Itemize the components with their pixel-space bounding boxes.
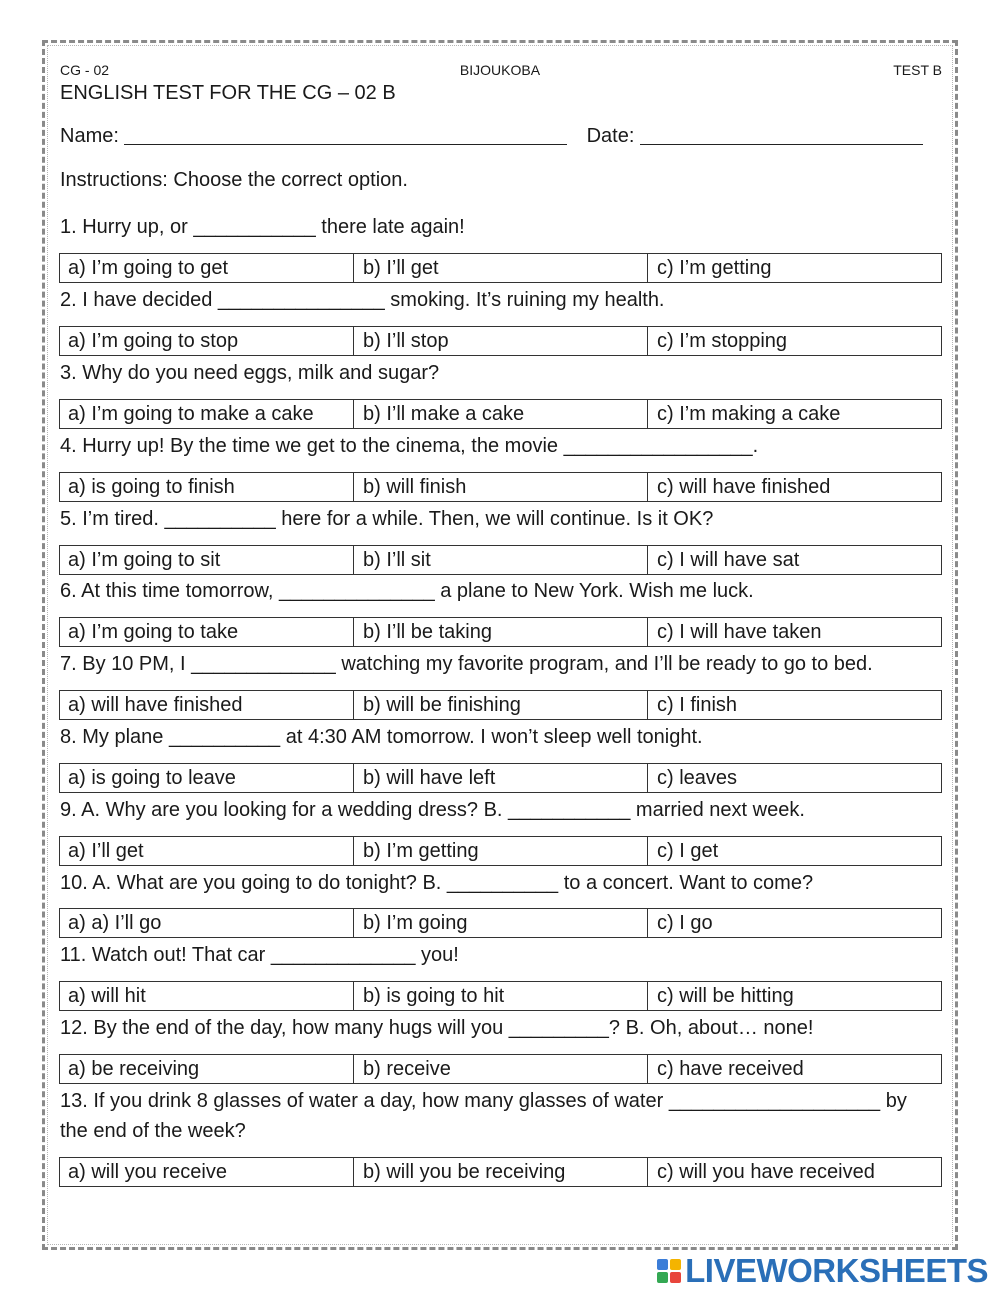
- question-12-option-b[interactable]: b) receive: [354, 1055, 648, 1083]
- question-13-option-b[interactable]: b) will you be receiving: [354, 1158, 648, 1186]
- question-2-options: [59, 326, 942, 356]
- question-2-text: 2. I have decided _______________ smoking. It’s ruining my health.: [60, 289, 665, 311]
- question-4-option-c[interactable]: c) will have finished: [657, 476, 831, 498]
- question-1-text: 1. Hurry up, or ___________ there late again!: [60, 216, 465, 238]
- liveworksheets-logo-icon: [657, 1259, 681, 1283]
- instructions: Instructions: Choose the correct option.: [60, 169, 408, 191]
- question-9-option-c[interactable]: c) I get: [657, 840, 719, 862]
- question-7-option-a[interactable]: a) will have finished: [60, 691, 354, 719]
- liveworksheets-logo: [657, 1252, 988, 1290]
- question-10-text: 10. A. What are you going to do tonight? B. __________ to a concert. Want to come?: [60, 872, 814, 894]
- logo-square-blue: [657, 1259, 668, 1270]
- question-1-option-c[interactable]: c) I’m getting: [657, 257, 772, 279]
- question-9-option-a[interactable]: a) I’ll get: [60, 837, 354, 865]
- question-8-option-a[interactable]: a) is going to leave: [60, 764, 354, 792]
- logo-square-yellow: [670, 1259, 681, 1270]
- question-11-option-c[interactable]: c) will be hitting: [657, 985, 794, 1007]
- question-13-option-c[interactable]: c) will you have received: [657, 1161, 875, 1183]
- question-12-option-a[interactable]: a) be receiving: [60, 1055, 354, 1083]
- question-11-text: 11. Watch out! That car _____________ you!: [60, 944, 459, 966]
- question-6-text: 6. At this time tomorrow, ______________ a plane to New York. Wish me luck.: [60, 580, 754, 602]
- question-10-options: [59, 908, 942, 938]
- question-1-option-a[interactable]: a) I’m going to get: [60, 254, 354, 282]
- question-3-option-b[interactable]: b) I’ll make a cake: [354, 400, 648, 428]
- question-3-options: [59, 399, 942, 429]
- name-field[interactable]: [124, 126, 567, 145]
- name-label: Name:: [60, 125, 119, 147]
- question-4-option-a[interactable]: a) is going to finish: [60, 473, 354, 501]
- question-9-options: [59, 836, 942, 866]
- question-7-options: [59, 690, 942, 720]
- question-5-text: 5. I’m tired. __________ here for a while. Then, we will continue. Is it OK?: [60, 508, 714, 530]
- page-title: ENGLISH TEST FOR THE CG – 02 B: [60, 82, 396, 104]
- question-5-options: [59, 545, 942, 575]
- date-field[interactable]: [640, 126, 923, 145]
- question-2-option-a[interactable]: a) I’m going to stop: [60, 327, 354, 355]
- question-11-option-a[interactable]: a) will hit: [60, 982, 354, 1010]
- question-12-text: 12. By the end of the day, how many hugs will you _________? B. Oh, about… none!: [60, 1017, 814, 1039]
- question-5-option-a[interactable]: a) I’m going to sit: [60, 546, 354, 574]
- question-7-text: 7. By 10 PM, I _____________ watching my favorite program, and I’ll be ready to go to bed.: [60, 653, 873, 675]
- question-13-text: 13. If you drink 8 glasses of water a day, how many glasses of water ___________________ by the end of the week?: [60, 1090, 907, 1142]
- date-label: Date:: [586, 125, 635, 147]
- question-7-option-b[interactable]: b) will be finishing: [354, 691, 648, 719]
- question-2-option-c[interactable]: c) I’m stopping: [657, 330, 788, 352]
- test-label: TEST B: [893, 62, 942, 78]
- question-2-option-b[interactable]: b) I’ll stop: [354, 327, 648, 355]
- logo-square-green: [657, 1272, 668, 1283]
- name-date-row: [60, 125, 923, 148]
- question-9-option-b[interactable]: b) I’m getting: [354, 837, 648, 865]
- question-6-option-c[interactable]: c) I will have taken: [657, 621, 822, 643]
- question-8-option-b[interactable]: b) will have left: [354, 764, 648, 792]
- question-9-text: 9. A. Why are you looking for a wedding dress? B. ___________ married next week.: [60, 799, 805, 821]
- question-6-options: [59, 617, 942, 647]
- question-10-option-a[interactable]: a) a) I’ll go: [60, 909, 354, 937]
- question-3-text: 3. Why do you need eggs, milk and sugar?: [60, 362, 440, 384]
- question-8-option-c[interactable]: c) leaves: [657, 767, 738, 789]
- question-3-option-a[interactable]: a) I’m going to make a cake: [60, 400, 354, 428]
- question-13-option-a[interactable]: a) will you receive: [60, 1158, 354, 1186]
- question-5-option-c[interactable]: c) I will have sat: [657, 549, 800, 571]
- question-5-option-b[interactable]: b) I’ll sit: [354, 546, 648, 574]
- question-3-option-c[interactable]: c) I’m making a cake: [657, 403, 841, 425]
- question-12-option-c[interactable]: c) have received: [657, 1058, 804, 1080]
- question-7-option-c[interactable]: c) I finish: [657, 694, 738, 716]
- question-13-options: [59, 1157, 942, 1187]
- question-11-options: [59, 981, 942, 1011]
- logo-square-red: [670, 1272, 681, 1283]
- author-name: BIJOUKOBA: [459, 62, 541, 78]
- course-code: CG - 02: [60, 62, 110, 78]
- question-12-options: [59, 1054, 942, 1084]
- question-1-options: [59, 253, 942, 283]
- question-1-option-b[interactable]: b) I’ll get: [354, 254, 648, 282]
- question-10-option-c[interactable]: c) I go: [657, 912, 713, 934]
- question-4-text: 4. Hurry up! By the time we get to the cinema, the movie _________________.: [60, 435, 759, 457]
- question-11-option-b[interactable]: b) is going to hit: [354, 982, 648, 1010]
- question-6-option-a[interactable]: a) I’m going to take: [60, 618, 354, 646]
- question-8-text: 8. My plane __________ at 4:30 AM tomorrow. I won’t sleep well tonight.: [60, 726, 703, 748]
- question-4-option-b[interactable]: b) will finish: [354, 473, 648, 501]
- question-8-options: [59, 763, 942, 793]
- question-6-option-b[interactable]: b) I’ll be taking: [354, 618, 648, 646]
- question-10-option-b[interactable]: b) I’m going: [354, 909, 648, 937]
- question-4-options: [59, 472, 942, 502]
- liveworksheets-logo-text: LIVEWORKSHEETS: [685, 1252, 988, 1289]
